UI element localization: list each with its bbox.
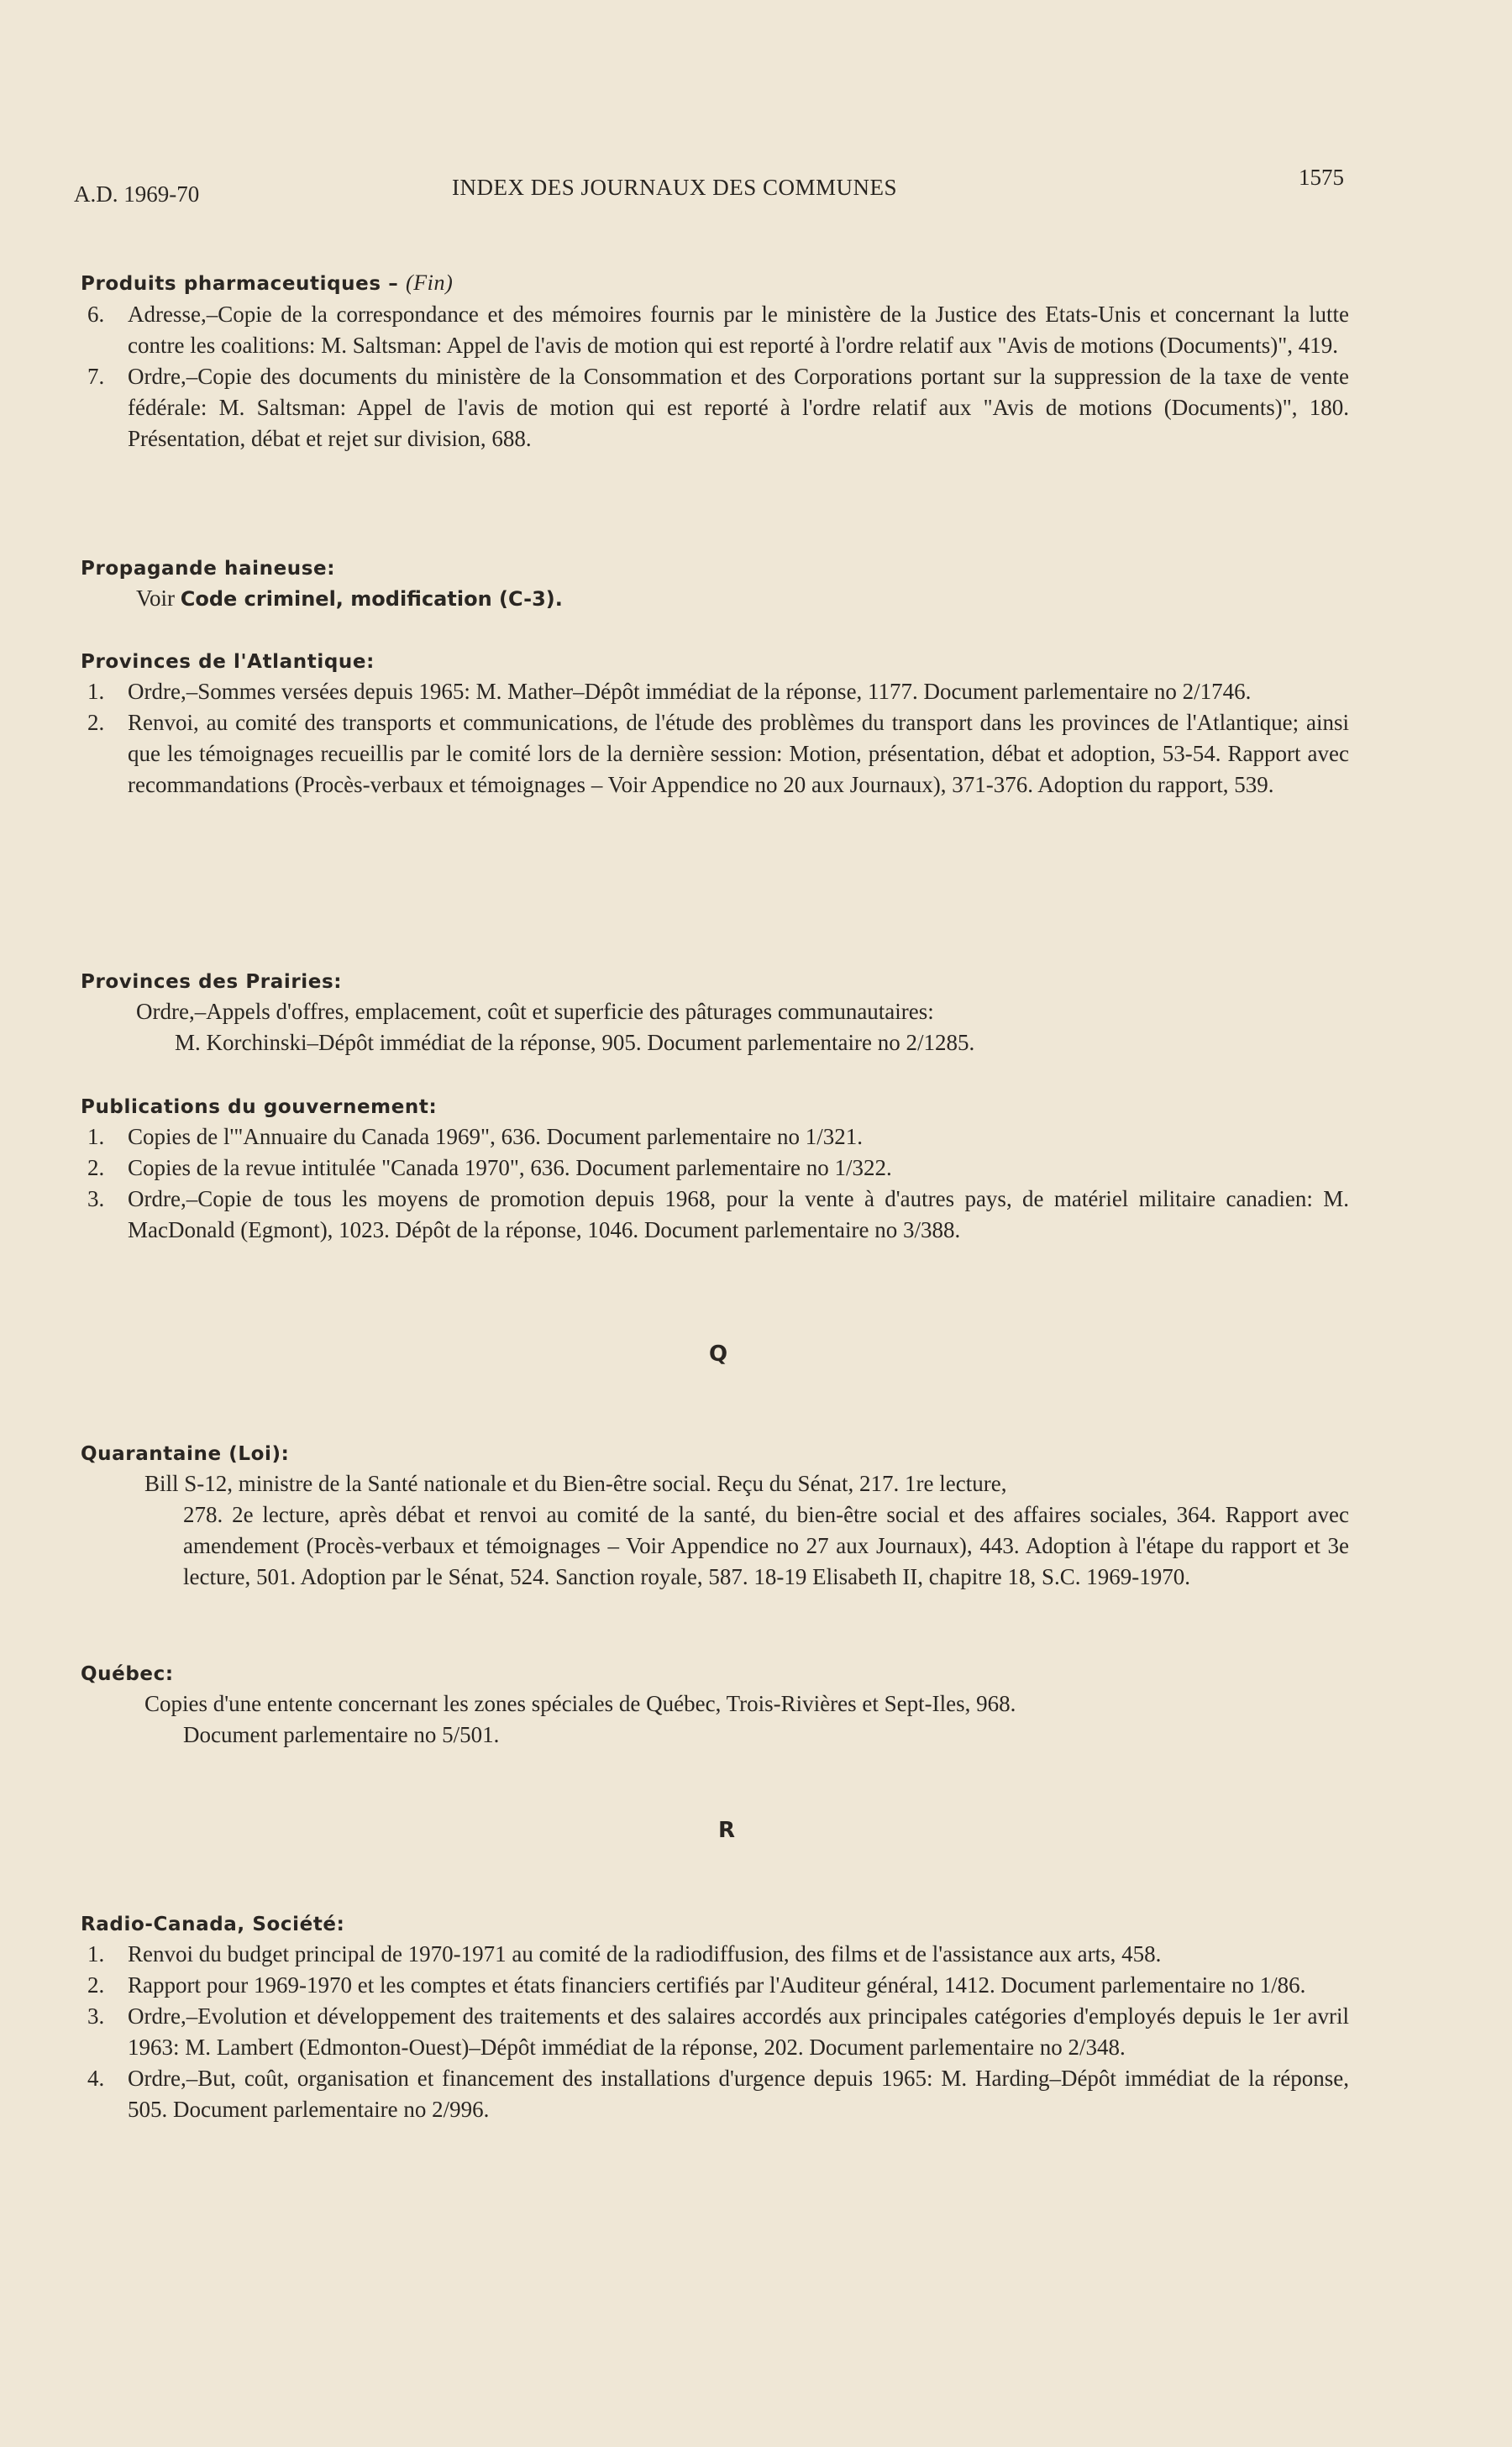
section-propagande bbox=[81, 558, 1349, 615]
section-prairies bbox=[81, 971, 1349, 1058]
header-title: INDEX DES JOURNAUX DES COMMUNES bbox=[452, 175, 898, 200]
item-text: Copies de l'"Annuaire du Canada 1969", 636. Document parlementaire no 1/321. bbox=[128, 1124, 863, 1149]
entry-line: Ordre,–Appels d'offres, emplacement, coût et superficie des pâturages communautaires: bbox=[136, 999, 934, 1024]
entry-text bbox=[81, 996, 1349, 1058]
item-number: 1. bbox=[87, 1124, 105, 1149]
entry-line: Bill S-12, ministre de la Santé nationale et du Bien-être social. Reçu du Sénat, 217. 1re lecture, bbox=[144, 1471, 1007, 1496]
section-atlantique bbox=[81, 651, 1349, 801]
item-text: Renvoi du budget principal de 1970-1971 au comité de la radiodiffusion, des films et de l'assistance aux arts, 458. bbox=[128, 1941, 1162, 1967]
section-radio-canada bbox=[81, 1914, 1349, 2125]
item-text: Copies de la revue intitulée "Canada 1970", 636. Document parlementaire no 1/322. bbox=[128, 1155, 892, 1180]
section-produits bbox=[81, 270, 1349, 454]
item-number: 3. bbox=[87, 1186, 105, 1211]
alphabet-letter-q: Q bbox=[708, 1342, 728, 1367]
item-text: Ordre,–Evolution et développement des traitements et des salaires accordés aux principales catégories d'employés depuis le 1er avril 1963: M. Lambert (Edmonton-Ouest)–Dépôt immédiat de la réponse, 202. Document parlementaire no 2/348. bbox=[128, 2003, 1349, 2060]
section-heading: Provinces des Prairies: bbox=[81, 971, 343, 993]
section-publications bbox=[81, 1096, 1349, 1246]
page-number: 1575 bbox=[1299, 165, 1344, 190]
running-header bbox=[74, 165, 1344, 207]
list-item bbox=[81, 1970, 1349, 2001]
list-item bbox=[81, 707, 1349, 801]
item-number: 3. bbox=[87, 2003, 105, 2029]
section-heading: Provinces de l'Atlantique: bbox=[81, 651, 375, 673]
item-number: 2. bbox=[87, 1972, 105, 1998]
list-item bbox=[81, 299, 1349, 361]
item-number: 1. bbox=[87, 1941, 105, 1967]
item-text: Renvoi, au comité des transports et communications, de l'étude des problèmes du transport dans les provinces de l'Atlantique; ainsi que les témoignages recueillis par le comité lors de la dernière session: Motion, présentation, débat et adoption, 53-54. Rapport avec recommandations (Procès-verbaux et témoignages – Voir Appendice no 20 aux Journaux), 371-376. Adoption du rapport, 539. bbox=[128, 710, 1349, 797]
section-heading: Québec: bbox=[81, 1663, 174, 1685]
entry-line: 278. 2e lecture, après débat et renvoi au comité de la santé, du bien-être social et des affaires sociales, 364. Rapport avec amendement (Procès-verbaux et témoignages – Voir Appendice no 27 aux Journaux), 443. Adoption à l'étape du rapport et 3e lecture, 501. Adoption par le Sénat, 524. Sanction royale, 587. 18-19 Elisabeth II, chapitre 18, S.C. 1969-1970. bbox=[183, 1502, 1349, 1589]
section-heading: Radio-Canada, Société: bbox=[81, 1914, 345, 1935]
list-item bbox=[81, 361, 1349, 454]
item-text: Rapport pour 1969-1970 et les comptes et états financiers certifiés par l'Auditeur général, 1412. Document parlementaire no 1/86. bbox=[128, 1972, 1306, 1998]
item-number: 7. bbox=[87, 364, 105, 389]
reference-target: Code criminel, modification (C-3). bbox=[180, 587, 563, 611]
item-text: Ordre,–Copie des documents du ministère de la Consommation et des Corporations portant sur la suppression de la taxe de vente fédérale: M. Saltsman: Appel de l'avis de motion qui est reporté à l'ordre relatif aux "Avis de motions (Documents)", 180. Présentation, débat et rejet sur division, 688. bbox=[128, 364, 1349, 451]
cross-reference bbox=[81, 583, 1349, 615]
list-item bbox=[81, 1121, 1349, 1153]
section-heading: Publications du gouvernement: bbox=[81, 1096, 438, 1118]
list-item bbox=[81, 2001, 1349, 2063]
item-text: Adresse,–Copie de la correspondance et des mémoires fournis par le ministère de la Justice des Etats-Unis et concernant la lutte contre les coalitions: M. Saltsman: Appel de l'avis de motion qui est reporté à l'ordre relatif aux "Avis de motions (Documents)", 419. bbox=[128, 302, 1349, 358]
item-number: 2. bbox=[87, 1155, 105, 1180]
entry-line: Copies d'une entente concernant les zones spéciales de Québec, Trois-Rivières et Sept-Iles, 968. bbox=[144, 1691, 1016, 1716]
entry-line: M. Korchinski–Dépôt immédiat de la réponse, 905. Document parlementaire no 2/1285. bbox=[175, 1030, 975, 1055]
entry-text bbox=[81, 1468, 1349, 1593]
entry-line: Document parlementaire no 5/501. bbox=[183, 1722, 500, 1747]
heading-suffix: (Fin) bbox=[405, 270, 454, 295]
item-text: Ordre,–Sommes versées depuis 1965: M. Mather–Dépôt immédiat de la réponse, 1177. Document parlementaire no 2/1746. bbox=[128, 679, 1252, 704]
header-year: A.D. 1969-70 bbox=[74, 181, 200, 207]
item-number: 2. bbox=[87, 710, 105, 735]
section-quarantaine bbox=[81, 1443, 1349, 1593]
item-text: Ordre,–But, coût, organisation et financement des installations d'urgence depuis 1965: M. Harding–Dépôt immédiat de la réponse, 505. Document parlementaire no 2/996. bbox=[128, 2066, 1349, 2122]
section-heading: Propagande haineuse: bbox=[81, 558, 336, 580]
item-number: 4. bbox=[87, 2066, 105, 2091]
list-item bbox=[81, 676, 1349, 707]
item-number: 6. bbox=[87, 302, 105, 327]
section-heading bbox=[81, 270, 1349, 296]
list-item bbox=[81, 1939, 1349, 1970]
list-item bbox=[81, 2063, 1349, 2125]
list-item bbox=[81, 1153, 1349, 1184]
alphabet-letter-r: R bbox=[717, 1818, 736, 1843]
item-text: Ordre,–Copie de tous les moyens de promotion depuis 1968, pour la vente à d'autres pays, de matériel militaire canadien: M. MacDonald (Egmont), 1023. Dépôt de la réponse, 1046. Document parlementaire no 3/388. bbox=[128, 1186, 1349, 1242]
item-number: 1. bbox=[87, 679, 105, 704]
list-item bbox=[81, 1184, 1349, 1246]
section-quebec bbox=[81, 1663, 1349, 1751]
voir-label: Voir bbox=[136, 585, 176, 611]
heading-text: Produits pharmaceutiques – bbox=[81, 273, 399, 295]
section-heading: Quarantaine (Loi): bbox=[81, 1443, 290, 1465]
entry-text bbox=[81, 1688, 1349, 1751]
